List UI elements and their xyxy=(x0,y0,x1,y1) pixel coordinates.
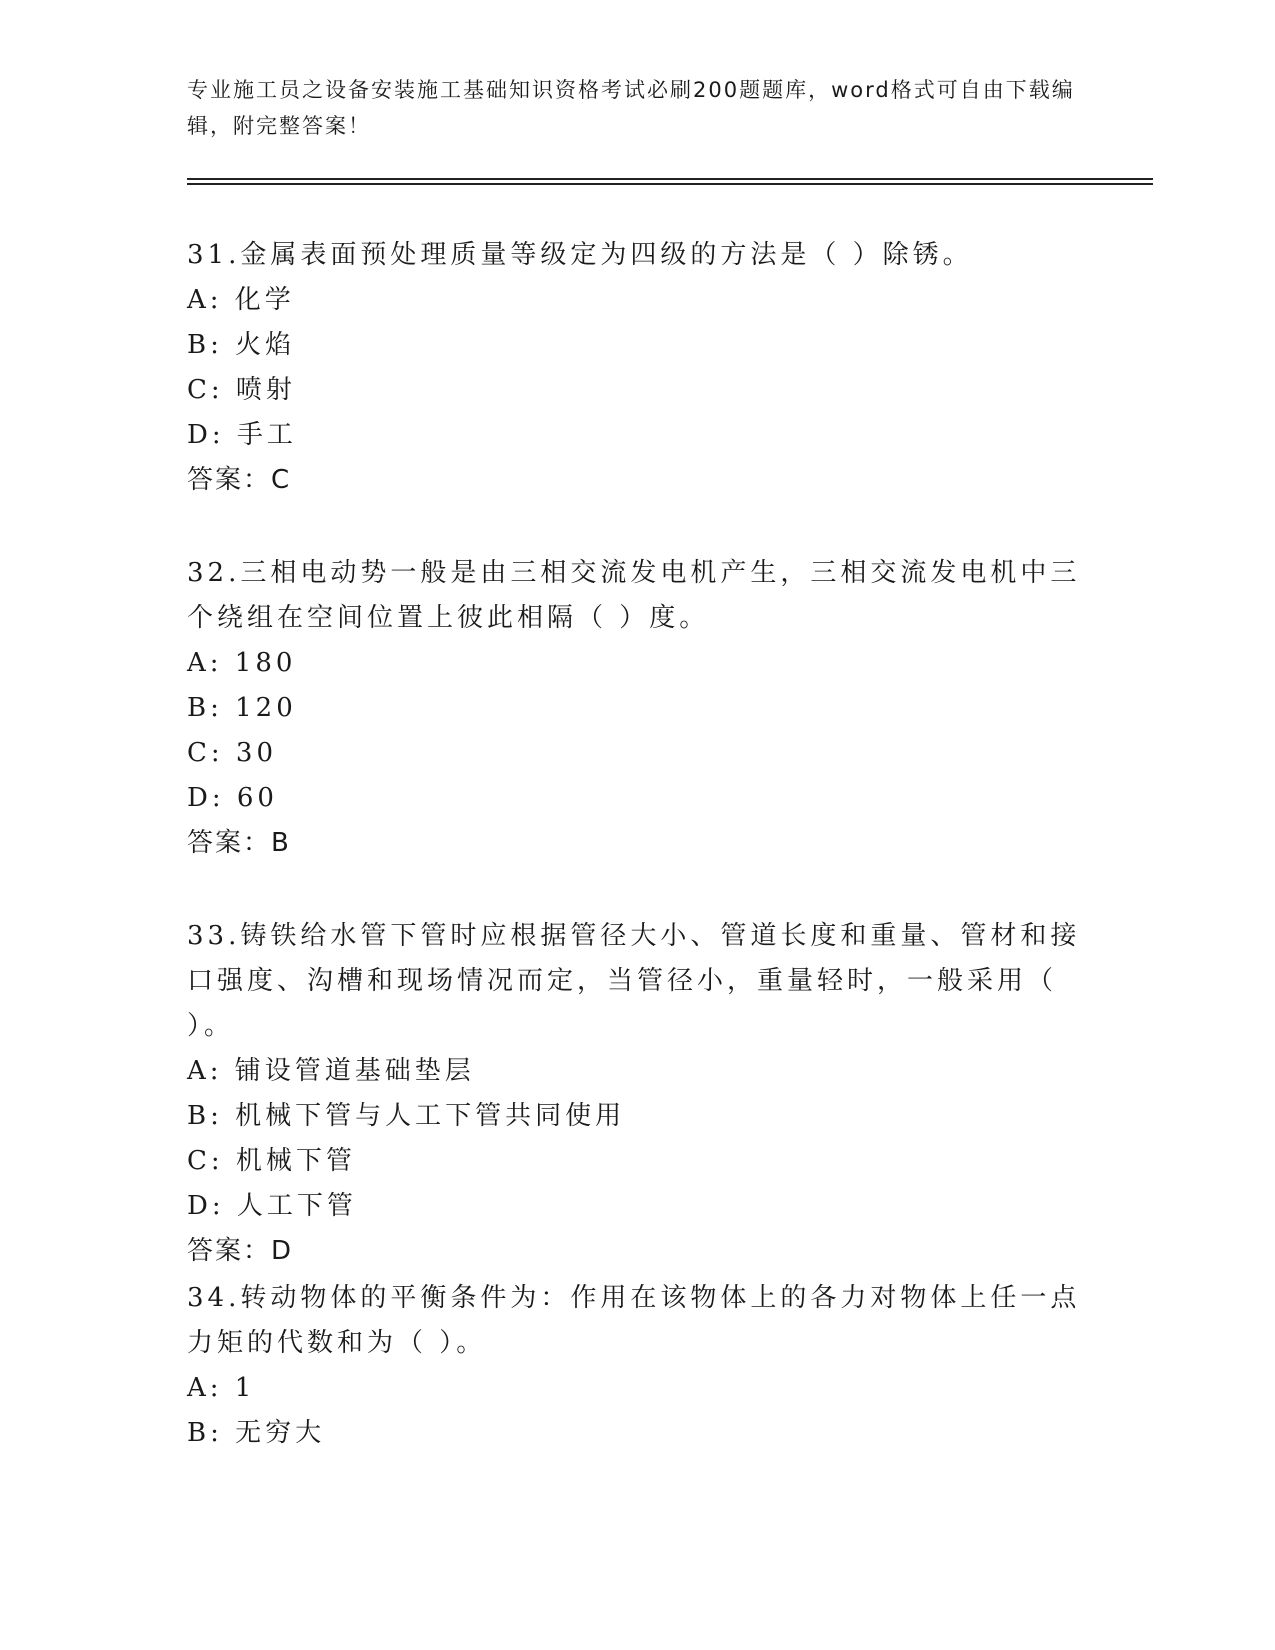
option-a: A: 铺设管道基础垫层 xyxy=(187,1056,475,1086)
answer: 答案：D xyxy=(187,1236,294,1266)
option-a: A: 1 xyxy=(187,1373,256,1403)
option-d: D: 人工下管 xyxy=(187,1191,357,1221)
option-d: D: 手工 xyxy=(187,420,297,450)
question-stem: 33.铸铁给水管下管时应根据管径大小、管道长度和重量、管材和接口强度、沟槽和现场情况而定，当管径小，重量轻时，一般采用（ ）。 xyxy=(187,921,1081,1041)
option-a: A: 化学 xyxy=(187,285,295,315)
option-a: A: 180 xyxy=(187,648,297,678)
title-divider-bottom xyxy=(187,183,1153,185)
question-stem: 34.转动物体的平衡条件为：作用在该物体上的各力对物体上任一点力矩的代数和为（ ）。 xyxy=(187,1283,1081,1358)
question-stem: 32.三相电动势一般是由三相交流发电机产生，三相交流发电机中三个绕组在空间位置上彼此相隔（ ）度。 xyxy=(187,558,1081,633)
option-d: D: 60 xyxy=(187,783,278,813)
question-32 xyxy=(187,551,1087,866)
option-b: B: 机械下管与人工下管共同使用 xyxy=(187,1101,626,1131)
answer: 答案：C xyxy=(187,465,292,495)
question-33 xyxy=(187,914,1087,1274)
option-c: C: 喷射 xyxy=(187,375,296,405)
option-b: B: 120 xyxy=(187,693,297,723)
question-stem: 31.金属表面预处理质量等级定为四级的方法是（ ）除锈。 xyxy=(187,240,973,270)
option-b: B: 火焰 xyxy=(187,330,296,360)
answer: 答案：B xyxy=(187,828,291,858)
option-b: B: 无穷大 xyxy=(187,1418,326,1448)
document-title: 专业施工员之设备安装施工基础知识资格考试必刷200题题库，word格式可自由下载编辑，附完整答案！ xyxy=(187,78,1075,138)
option-c: C: 机械下管 xyxy=(187,1146,356,1176)
question-34 xyxy=(187,1276,1087,1456)
title-divider-top xyxy=(187,178,1153,180)
question-31 xyxy=(187,233,1087,503)
option-c: C: 30 xyxy=(187,738,278,768)
